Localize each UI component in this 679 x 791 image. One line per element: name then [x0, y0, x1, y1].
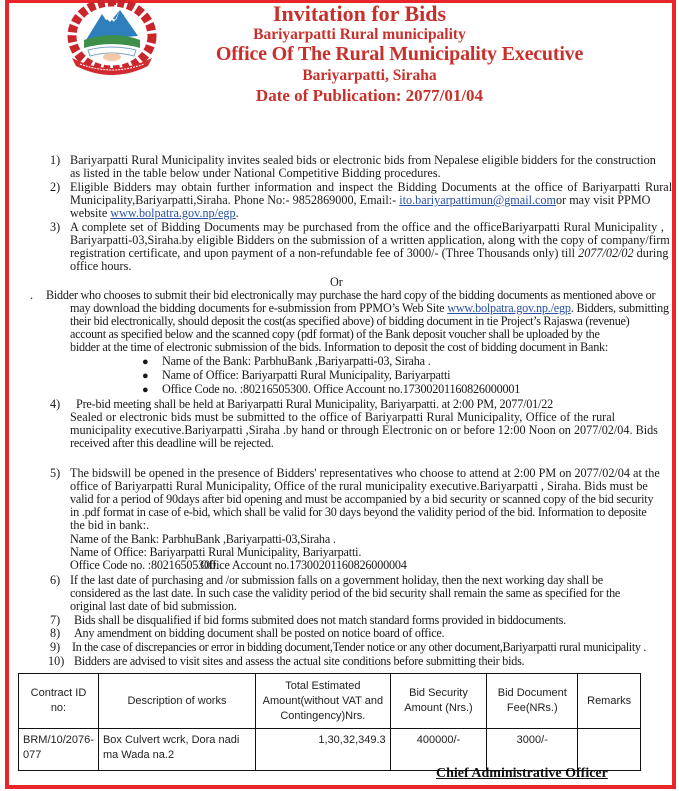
item-4-line: Sealed or electronic bids must be submitted to the office of Bariyarpatti Rural Municipality, Office of the rural — [70, 410, 616, 424]
col-description: Description of works — [98, 674, 255, 729]
bid-office-account: Office Account no.17300201160826000004 — [200, 558, 407, 572]
item-6-line: If the last date of purchasing and /or submission falls on a government holiday, then the next working day shall be — [70, 573, 603, 587]
bid-office-code: Office Code no. :80216505300. — [70, 558, 219, 572]
bank-info: Name of Office: Bariyarpatti Rural Municipality, Bariyarpatti — [162, 368, 451, 382]
electronic-line: bidder at the time of electronic submission of the bids. Information to deposit the cost of bidding document in Bank: — [70, 340, 609, 354]
email-link[interactable]: ito.bariyarpattimun@gmail.com — [399, 193, 556, 207]
purchase-deadline: 2077/02/02 — [578, 246, 634, 260]
item-2-text: or may visit PPMO — [556, 193, 651, 207]
item-6-line: original last date of bid submission. — [70, 599, 237, 613]
item-number: 1) — [50, 153, 61, 167]
item-number: 9) — [50, 640, 61, 654]
page-title: Invitation for Bids — [272, 1, 447, 26]
cell-contract-id: BRM/10/2076-077 — [19, 729, 99, 771]
col-bid-document-fee: Bid Document Fee(NRs.) — [487, 674, 578, 729]
item-2-text: Municipality,Bariyarpatti,Siraha. Phone No:- 9852869000, Email:- — [70, 193, 400, 207]
item-4-line: received after this deadline will be rejected. — [70, 436, 274, 450]
electronic-text: may download the bidding documents for e-submission from PPMO’s Web Site — [70, 301, 448, 315]
ppmo-website-link[interactable]: www.bolpatra.gov.np/egp — [110, 206, 236, 220]
item-2-text: . — [235, 206, 239, 220]
bullet-icon: ● — [142, 384, 149, 396]
item-number: 10) — [48, 654, 65, 668]
item-2-line: Eligible Bidders may obtain further information and inspect the Bidding Documents at the office of Bariyarpatti Rural — [70, 180, 673, 194]
item-2-line — [70, 207, 239, 220]
electronic-text: . Bidders, submitting — [570, 301, 669, 315]
cell-bid-security: 400000/- — [390, 729, 487, 771]
cell-estimated-amount: 1,30,32,349.3 — [255, 729, 390, 771]
item-number: 5) — [50, 466, 61, 480]
item-7-line: Bids shall be disqualified if bid forms submited does not match standard forms provided in biddocuments. — [74, 613, 566, 627]
item-1-line: Bariyarpatti Rural Municipality invites sealed bids or electronic bids from Nepalese eligible bidders for the construction — [70, 153, 656, 167]
item-2-text: website — [70, 206, 111, 220]
signatory: Chief Administrative Officer — [436, 766, 608, 781]
cell-remarks — [578, 729, 641, 771]
egp-link[interactable]: www.bolpatra.gov.np./egp — [447, 301, 571, 315]
item-1-line: as listed in the table below under National Competitive Bidding procedures. — [70, 166, 441, 180]
item-3-line — [70, 247, 669, 260]
item-5-line: in .pdf format in case of e-bid, which shall be valid for 30 days beyond the validity period of the bid. Information to deposite — [70, 505, 647, 519]
item-5-line: The bidswill be opened in the presence of Bidders' representatives who choose to attend at 2:00 PM on 2077/02/04 at the — [70, 466, 660, 480]
bullet-dot: . — [30, 288, 34, 302]
bank-info: Office Code no. :80216505300. Office Account no.17300201160826000001 — [162, 382, 521, 396]
bullet-icon: ● — [142, 356, 149, 368]
item-6-line: considered as the last date. In such case the validity period of the bid security shall remain the same as specified for the — [70, 586, 621, 600]
item-5-line: office of Bariyarpatti Rural Municipality, Office of the rural municipality executive.Bariyarpatti , Siraha. Bids must be — [70, 479, 648, 493]
item-number: 2) — [50, 180, 61, 194]
item-3-text: registration certificate, and upon payment of a non-refundable fee of 3000/- (Three Thousands only) till — [70, 246, 579, 260]
item-3-line: office hours. — [70, 259, 132, 273]
item-number: 4) — [50, 397, 61, 411]
office-name: Office Of The Rural Municipality Executive — [215, 43, 584, 65]
item-3-text: during — [633, 246, 669, 260]
item-number: 3) — [50, 220, 61, 234]
table-row — [19, 729, 641, 771]
item-9-line: In the case of discrepancies or error in bidding document,Tender notice or any other document,Bariyarpatti rural municipality . — [72, 640, 647, 654]
item-number: 6) — [50, 573, 61, 587]
bid-bank-name: Name of the Bank: ParbhuBank ,Bariyarpatti-03,Siraha . — [70, 532, 336, 546]
publication-date: Date of Publication: 2077/01/04 — [255, 86, 484, 105]
item-10-line: Bidders are advised to visit sites and assess the actual site conditions before submitting their bids. — [74, 654, 525, 668]
item-number: 7) — [50, 613, 61, 627]
municipality-name: Bariyarpatti Rural municipality — [253, 26, 466, 43]
col-remarks: Remarks — [578, 674, 641, 729]
electronic-line: account as specified below and the scanned copy (pdf format) of the Bank deposit voucher shall be uploaded by the — [70, 327, 600, 341]
item-5-line: valid for a period of 90days after bid opening and must be accompanied by a bid security or scanned copy of the bid security — [70, 492, 654, 506]
item-4-line: Pre-bid meeting shall be held at Bariyarpatti Rural Municipality, Bariyarpatti. at 2:00 PM, 2077/01/22 — [76, 397, 554, 411]
col-contract-id: Contract ID no: — [19, 674, 99, 729]
bid-office-name: Name of Office: Bariyarpatti Rural Municipality, Bariyarpatti. — [70, 545, 362, 559]
bullet-icon: ● — [142, 370, 149, 382]
table-header-row — [19, 674, 641, 729]
item-4-line: municipality executive.Bariyarpatti ,Siraha .by hand or through Electronic on or before 12:00 Noon on 2077/02/04. Bids — [70, 423, 658, 437]
item-8-line: Any amendment on bidding document shall be posted on notice board of office. — [74, 626, 445, 640]
item-5-line: the bid in bank:. — [70, 518, 150, 532]
item-3-line: Bariyarpatti-03,Siraha.by eligible Bidders on the submission of a written application, along with the copy of company/firm — [70, 233, 670, 247]
cell-description: Box Culvert wcrk, Dora nadi ma Wada na.2 — [98, 729, 255, 771]
item-number: 8) — [50, 626, 61, 640]
location: Bariyarpatti, Siraha — [302, 67, 437, 84]
or-separator: Or — [330, 275, 343, 289]
bids-table — [18, 673, 641, 771]
bank-info: Name of the Bank: ParbhuBank ,Bariyarpatti-03, Siraha . — [162, 354, 431, 368]
electronic-line: Bidder who chooses to submit their bid electronically may purchase the hard copy of the bidding documents as mentioned above or — [46, 288, 656, 302]
electronic-line: their bid electronically, should deposit the cost(as specified above) of bidding document in tie Project’s Rajaswa (revenue) — [70, 314, 630, 328]
col-bid-security: Bid Security Amount (Nrs.) — [390, 674, 487, 729]
item-3-line: A complete set of Bidding Documents may be purchased from the office and the officeBariyarpatti Rural Municipality , — [70, 220, 664, 234]
cell-bid-document-fee: 3000/- — [487, 729, 578, 771]
col-estimated-amount: Total Estimated Amount(without VAT and Contingency)Nrs. — [255, 674, 390, 729]
